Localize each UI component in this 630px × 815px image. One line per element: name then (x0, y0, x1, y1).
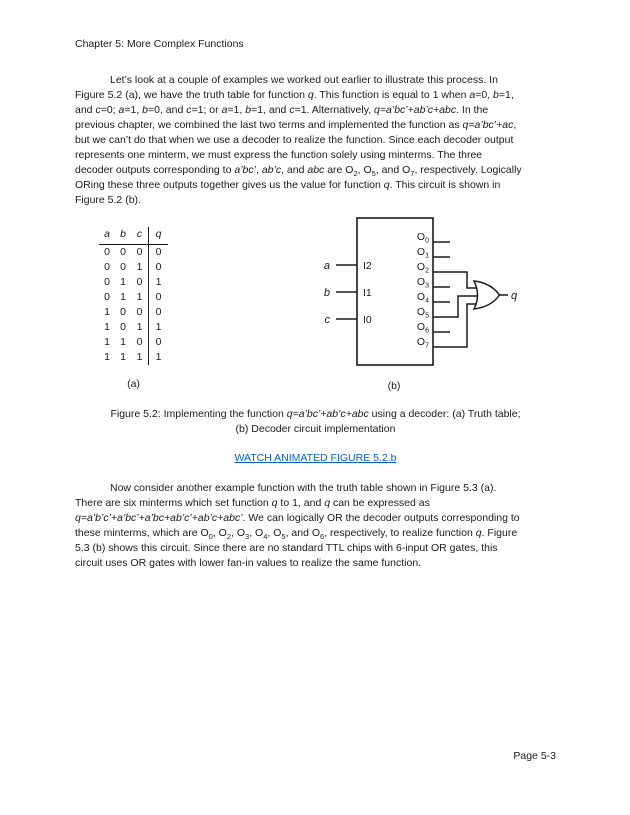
column-header: b (120, 228, 126, 240)
column-header: a (104, 228, 110, 240)
table-cell: 0 (148, 245, 168, 260)
table-cell: 1 (104, 336, 110, 348)
table-cell: 0 (120, 246, 126, 258)
wire-o5-to-or (433, 296, 480, 317)
table-row (99, 275, 168, 290)
link-row (75, 451, 556, 466)
table-cell: 1 (104, 321, 110, 333)
table-row (99, 335, 168, 350)
text-line: Now consider another example function with the truth table shown in Figure 5.3 (a). (110, 482, 497, 494)
text-line: decoder outputs corresponding to a’bc’, ab’c, and abc are $O_2$, $O_5$, and $O_7$, respectively. Logically (75, 164, 522, 179)
table-row (99, 245, 168, 260)
text-line: There are six minterms which set function q to 1, and q can be expressed as (75, 497, 430, 509)
output-label-o2: $O_2$ (416, 261, 429, 275)
wire-o7-to-or (433, 304, 480, 347)
output-label-o5: $O_5$ (416, 306, 429, 320)
subfigure-a-label: (a) (127, 378, 140, 390)
paragraph-2 (75, 481, 520, 571)
table-cell: 1 (148, 350, 168, 365)
input-label-b: b (323, 287, 330, 299)
truth-table (99, 227, 168, 390)
table-cell: 1 (136, 261, 143, 273)
output-label-o6: $O_6$ (416, 321, 429, 335)
table-cell: 0 (136, 306, 143, 318)
text-line: but we can’t do that when we use a decoder to realize the function. Since each decoder output (75, 134, 514, 146)
output-label-o3: $O_3$ (416, 276, 429, 290)
table-cell: 0 (148, 260, 168, 275)
table-row (99, 305, 168, 320)
column-header: c (136, 228, 143, 240)
text-line: 5.3 (b) shows this circuit. Since there are no standard TTL chips with 6-input OR gates, this (75, 542, 498, 554)
table-cell: 0 (136, 246, 143, 258)
text-line: and c=0; a=1, b=0, and c=1; or a=1, b=1, and c=1. Alternatively, q=a’bc’+ab’c+abc. In the (75, 104, 489, 116)
text-line: these minterms, which are $O_0$, $O_2$, $O_3$, $O_4$, $O_5$, and $O_6$, respectively, to realize function q. Figure (75, 527, 518, 542)
table-cell: 0 (104, 261, 110, 273)
output-label-o4: $O_4$ (416, 291, 429, 305)
table-cell: 0 (120, 261, 126, 273)
text-line: circuit uses OR gates with lower fan-in values to realize the same function. (75, 557, 422, 569)
caption-line: Figure 5.2: Implementing the function q=a’bc’+ab’c+abc using a decoder: (a) Truth table; (110, 408, 521, 420)
text-line: Figure 5.2 (b). (75, 194, 141, 206)
or-gate (474, 281, 500, 309)
table-cell: 0 (120, 306, 126, 318)
table-row (99, 260, 168, 275)
input-label-a: a (323, 260, 330, 272)
output-label-o0: $O_0$ (416, 231, 429, 245)
table-cell: 1 (148, 275, 168, 290)
pin-label-i1: I1 (363, 287, 372, 299)
table-cell: 1 (136, 291, 143, 303)
table-cell: 1 (120, 336, 126, 348)
pin-label-i2: I2 (363, 260, 372, 272)
table-row (99, 290, 168, 305)
text-line: ORing these three outputs together gives us the value for function q. This circuit is shown in (75, 179, 501, 191)
table-cell: 1 (104, 351, 110, 363)
table-cell: 1 (104, 306, 110, 318)
table-cell: 1 (120, 291, 126, 303)
table-row (99, 320, 168, 335)
decoder-circuit-diagram (315, 207, 530, 400)
text-line: q=a’b’c’+a’bc’+a’bc+ab’c’+ab’c+abc’. We can logically OR the decoder outputs corresponding to (75, 512, 520, 524)
pin-label-i0: I0 (363, 314, 372, 326)
wire-o2-to-or (433, 272, 480, 288)
table-cell: 0 (148, 335, 168, 350)
table-cell: 0 (148, 305, 168, 320)
text-line: represents one minterm, we must express the function solely using minterms. The three (75, 149, 483, 161)
text-line: previous chapter, we combined the last two terms and implemented the function as q=a’bc’+ac, (75, 119, 517, 131)
table-cell: 1 (136, 321, 143, 333)
table-cell: 1 (136, 351, 143, 363)
animated-figure-link[interactable]: WATCH ANIMATED FIGURE 5.2.b (234, 452, 397, 464)
column-header: q (148, 227, 168, 244)
figure-caption (75, 407, 556, 437)
output-label-o1: $O_1$ (416, 246, 429, 260)
output-signal-label: q (511, 290, 518, 302)
table-cell: 0 (104, 291, 110, 303)
table-cell: 0 (136, 336, 143, 348)
caption-line: (b) Decoder circuit implementation (235, 423, 396, 435)
page-number: Page 5-3 (513, 750, 556, 762)
table-cell: 0 (120, 321, 126, 333)
output-label-o7: $O_7$ (416, 336, 429, 350)
text-line: Let’s look at a couple of examples we worked out earlier to illustrate this process. In (110, 74, 498, 86)
table-cell: 0 (148, 290, 168, 305)
subfigure-b-label: (b) (387, 380, 401, 392)
table-cell: 0 (104, 276, 110, 288)
table-cell: 1 (148, 320, 168, 335)
paragraph-1 (75, 73, 522, 208)
table-row (99, 350, 168, 365)
table-cell: 0 (136, 276, 143, 288)
chapter-header: Chapter 5: More Complex Functions (75, 38, 244, 50)
truth-table-header (99, 227, 168, 245)
table-cell: 1 (120, 276, 126, 288)
text-line: Figure 5.2 (a), we have the truth table for function q. This function is equal to 1 when a=0, b=1, (75, 89, 514, 101)
table-cell: 1 (120, 351, 126, 363)
input-label-c: c (324, 314, 330, 326)
table-cell: 0 (104, 246, 110, 258)
